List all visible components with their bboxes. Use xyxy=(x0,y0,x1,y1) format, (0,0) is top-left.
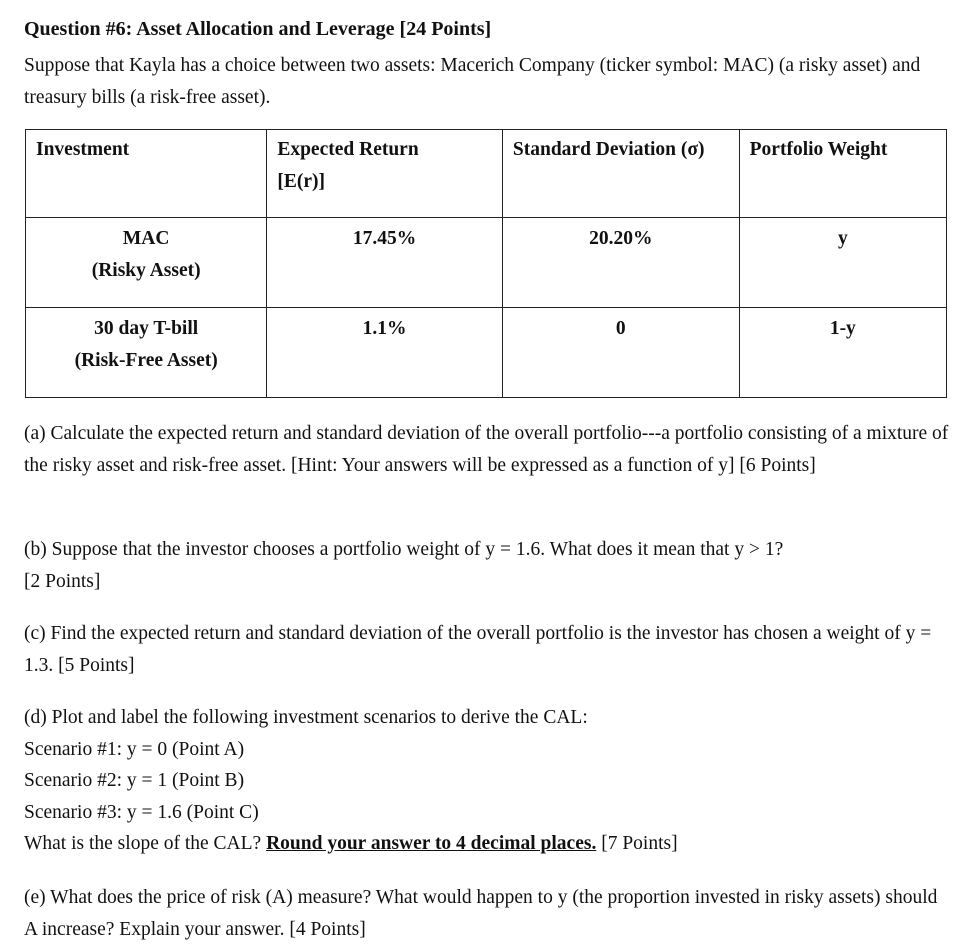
part-e: (e) What does the price of risk (A) measure? What would happen to y (the proportion invested in risky assets) should A increase? Explain your answer. [4 Points] xyxy=(24,887,938,940)
asset-table xyxy=(25,129,947,398)
scenario-3: Scenario #3: y = 1.6 (Point C) xyxy=(24,801,259,823)
table-row xyxy=(26,218,947,308)
part-a: (a) Calculate the expected return and standard deviation of the overall portfolio---a portfolio consisting of a mixture of the risky asset and risk-free asset. [Hint: Your answers will be expressed as a function of y] [6 Points] xyxy=(24,423,949,476)
question-title: Question #6: Asset Allocation and Leverage [24 Points] xyxy=(24,18,492,40)
row-expected-return: 17.45% xyxy=(267,218,503,308)
row-std-dev: 0 xyxy=(502,308,739,398)
part-c: (c) Find the expected return and standard deviation of the overall portfolio is the investor has chosen a weight of y = 1.3. [5 Points] xyxy=(24,623,932,676)
table-row xyxy=(26,308,947,398)
question-intro: Suppose that Kayla has a choice between two assets: Macerich Company (ticker symbol: MAC) (a risky asset) and treasury bills (a risk-free asset). xyxy=(24,55,921,108)
header-standard-deviation: Standard Deviation (σ) xyxy=(502,130,739,218)
row-weight: y xyxy=(739,218,946,308)
rounding-instruction: Round your answer to 4 decimal places. xyxy=(266,833,597,854)
header-portfolio-weight: Portfolio Weight xyxy=(739,130,946,218)
header-investment: Investment xyxy=(26,130,267,218)
part-d xyxy=(24,702,954,860)
part-d-intro: (d) Plot and label the following investment scenarios to derive the CAL: xyxy=(24,707,588,728)
part-d-points: [7 Points] xyxy=(601,833,678,854)
table-header-row xyxy=(26,130,947,218)
row-investment: 30 day T-bill (Risk-Free Asset) xyxy=(26,308,267,398)
part-d-question: What is the slope of the CAL? xyxy=(24,833,262,854)
row-std-dev: 20.20% xyxy=(502,218,739,308)
scenario-2: Scenario #2: y = 1 (Point B) xyxy=(24,770,245,791)
row-weight: 1-y xyxy=(739,308,946,398)
row-expected-return: 1.1% xyxy=(267,308,503,398)
row-investment: MAC (Risky Asset) xyxy=(26,218,267,308)
scenario-1: Scenario #1: y = 0 (Point A) xyxy=(24,738,245,760)
header-expected-return: Expected Return [E(r)] xyxy=(267,130,503,218)
part-b: (b) Suppose that the investor chooses a portfolio weight of y = 1.6. What does it mean that y > 1? [2 Points] xyxy=(24,539,784,592)
